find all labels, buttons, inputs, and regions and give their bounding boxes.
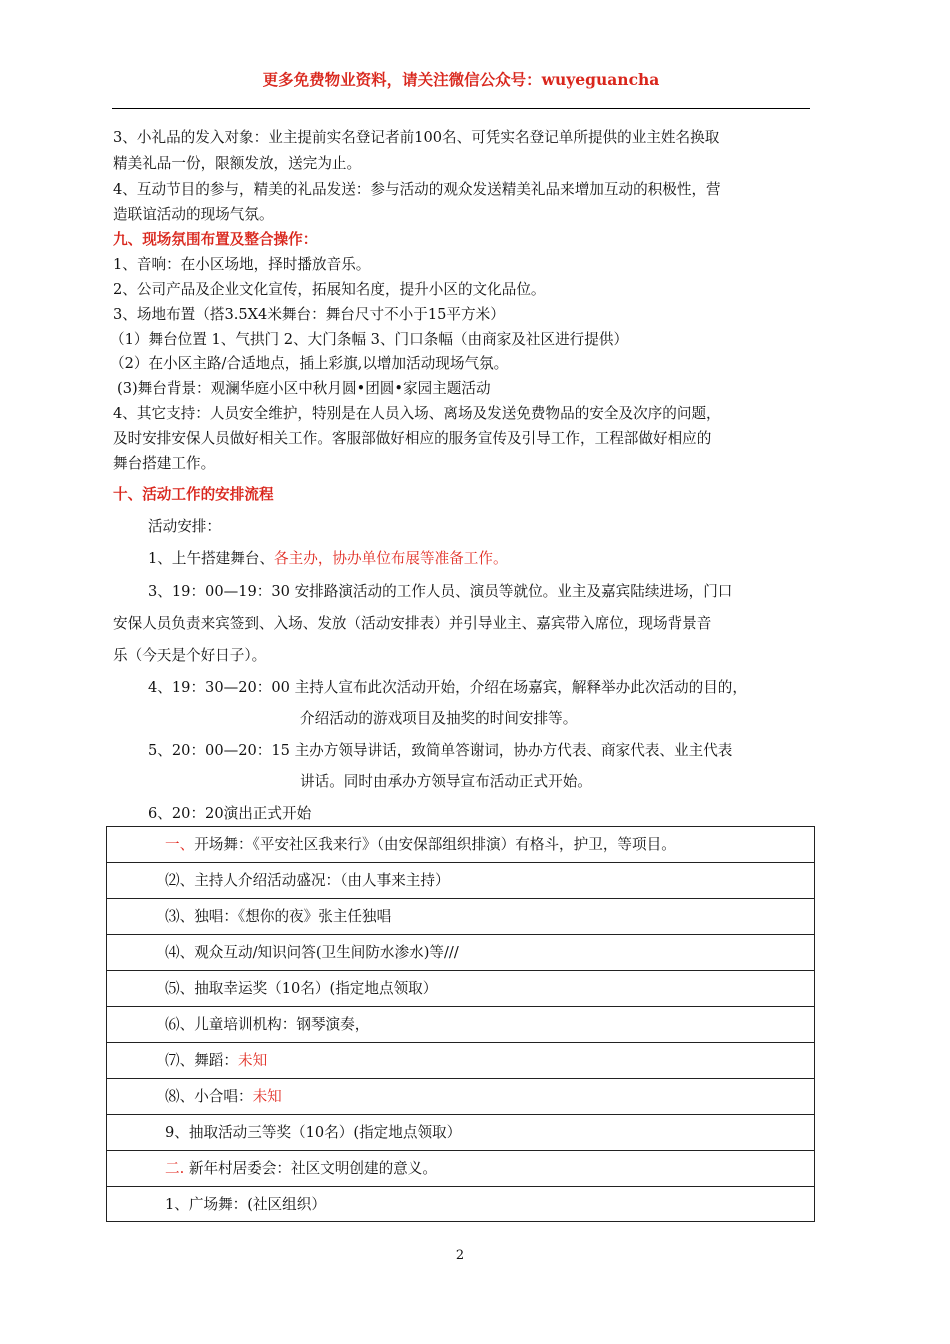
paragraph-line: 6、20：20演出正式开始: [148, 805, 312, 822]
paragraph-line: 4、互动节目的参与，精美的礼品发送：参与活动的观众发送精美礼品来增加互动的积极性，营: [113, 181, 721, 198]
paragraph-line: 4、19：30—20：00 主持人宣布此次活动开始，介绍在场嘉宾，解释举办此次活动的目的，: [148, 679, 747, 696]
row-text: ⑺、舞蹈：: [165, 1052, 238, 1069]
program-cell: [165, 1015, 369, 1035]
section-heading-10: 十、活动工作的安排流程: [113, 486, 274, 503]
paragraph-line: 介绍活动的游戏项目及抽奖的时间安排等。: [300, 710, 578, 727]
paragraph-line: (3)舞台背景：观澜华庭小区中秋月圆•团圆•家园主题活动: [117, 380, 491, 397]
program-cell: [165, 943, 459, 963]
program-row: [107, 899, 814, 935]
row-prefix: 一、: [165, 836, 195, 853]
program-table: [106, 826, 815, 1222]
program-row: [107, 827, 814, 863]
row-suffix: 未知: [237, 1052, 268, 1069]
program-cell: [165, 1087, 282, 1107]
paragraph-line: 舞台搭建工作。: [113, 455, 216, 472]
row-text: ⑷、观众互动/知识问答(卫生间防水渗水)等///: [165, 944, 459, 961]
program-row: [107, 1187, 814, 1223]
paragraph-line: 1、音响：在小区场地，择时播放音乐。: [113, 256, 371, 273]
program-cell: [165, 1195, 326, 1215]
paragraph-line: 5、20：00—20：15 主办方领导讲话，致简单答谢词，协办方代表、商家代表、业主代表: [148, 742, 733, 759]
row-text: 新年村居委会：社区文明创建的意义。: [184, 1160, 437, 1177]
program-cell: [165, 979, 437, 999]
program-row: [107, 1151, 814, 1187]
row-text: ⑻、小合唱：: [165, 1088, 253, 1105]
program-cell: [165, 871, 450, 891]
program-cell: [165, 1051, 267, 1071]
row-text: ⑹、儿童培训机构：钢琴演奏，: [165, 1016, 370, 1033]
program-row: [107, 1007, 814, 1043]
row-text: 9、抽取活动三等奖（10名）(指定地点领取）: [165, 1124, 462, 1141]
paragraph-line: 乐（今天是个好日子）。: [113, 647, 267, 664]
paragraph-line: 及时安排安保人员做好相关工作。客服部做好相应的服务宣传及引导工作，工程部做好相应的: [113, 430, 712, 447]
program-row: [107, 1115, 814, 1151]
row-text: 开场舞：《平安社区我来行》（由安保部组织排演）有格斗，护卫，等项目。: [194, 836, 676, 853]
paragraph-line: （2）在小区主路/合适地点，插上彩旗,以增加活动现场气氛。: [110, 355, 509, 372]
paragraph-line: 3、小礼品的发入对象：业主提前实名登记者前100名、可凭实名登记单所提供的业主姓名换取: [113, 129, 720, 146]
program-cell: [165, 1159, 437, 1179]
program-cell: [165, 835, 676, 855]
paragraph-line: 造联谊活动的现场气氛。: [113, 206, 274, 223]
program-row: [107, 935, 814, 971]
header-divider: [112, 108, 810, 109]
row-text: ⑶、独唱：《想你的夜》张主任独唱: [165, 908, 392, 925]
program-cell: [165, 907, 391, 927]
page-header: 更多免费物业资料，请关注微信公众号：wuyeguancha: [262, 70, 660, 89]
paragraph-line: 安保人员负责来宾签到、入场、发放（活动安排表）并引导业主、嘉宾带入席位，现场背景音: [113, 615, 712, 632]
paragraph-line: 活动安排：: [148, 518, 221, 535]
row-prefix: 二.: [165, 1160, 185, 1177]
paragraph-line: 3、19：00—19：30 安排路演活动的工作人员、演员等就位。业主及嘉宾陆续进场，门口: [148, 583, 733, 600]
paragraph-line: （1）舞台位置 1、气拱门 2、大门条幅 3、门口条幅（由商家及社区进行提供）: [110, 331, 629, 348]
program-row: [107, 1079, 814, 1115]
row-text: 1、广场舞：(社区组织）: [165, 1196, 326, 1213]
paragraph-line: 4、其它支持：人员安全维护，特别是在人员入场、离场及发送免费物品的安全及次序的问题，: [113, 405, 721, 422]
row-text: ⑵、主持人介绍活动盛况：（由人事来主持）: [165, 872, 450, 889]
program-row: [107, 863, 814, 899]
program-cell: [165, 1123, 461, 1143]
line-text: 1、上午搭建舞台、: [148, 550, 275, 567]
paragraph-line: 3、场地布置（搭3.5X4米舞台：舞台尺寸不小于15平方米）: [113, 306, 505, 323]
highlight-text: 各主办，协办单位布展等准备工作。: [274, 550, 508, 567]
row-text: ⑸、抽取幸运奖（10名）(指定地点领取）: [165, 980, 438, 997]
page-number: 2: [455, 1248, 465, 1263]
paragraph-line: [148, 549, 508, 569]
paragraph-line: 讲话。同时由承办方领导宣布活动正式开始。: [300, 773, 592, 790]
row-suffix: 未知: [252, 1088, 282, 1105]
paragraph-line: 精美礼品一份，限额发放，送完为止。: [113, 155, 362, 172]
program-row: [107, 1043, 814, 1079]
section-heading-9: 九、现场氛围布置及整合操作：: [113, 231, 318, 248]
program-row: [107, 971, 814, 1007]
paragraph-line: 2、公司产品及企业文化宣传，拓展知名度，提升小区的文化品位。: [113, 281, 546, 298]
